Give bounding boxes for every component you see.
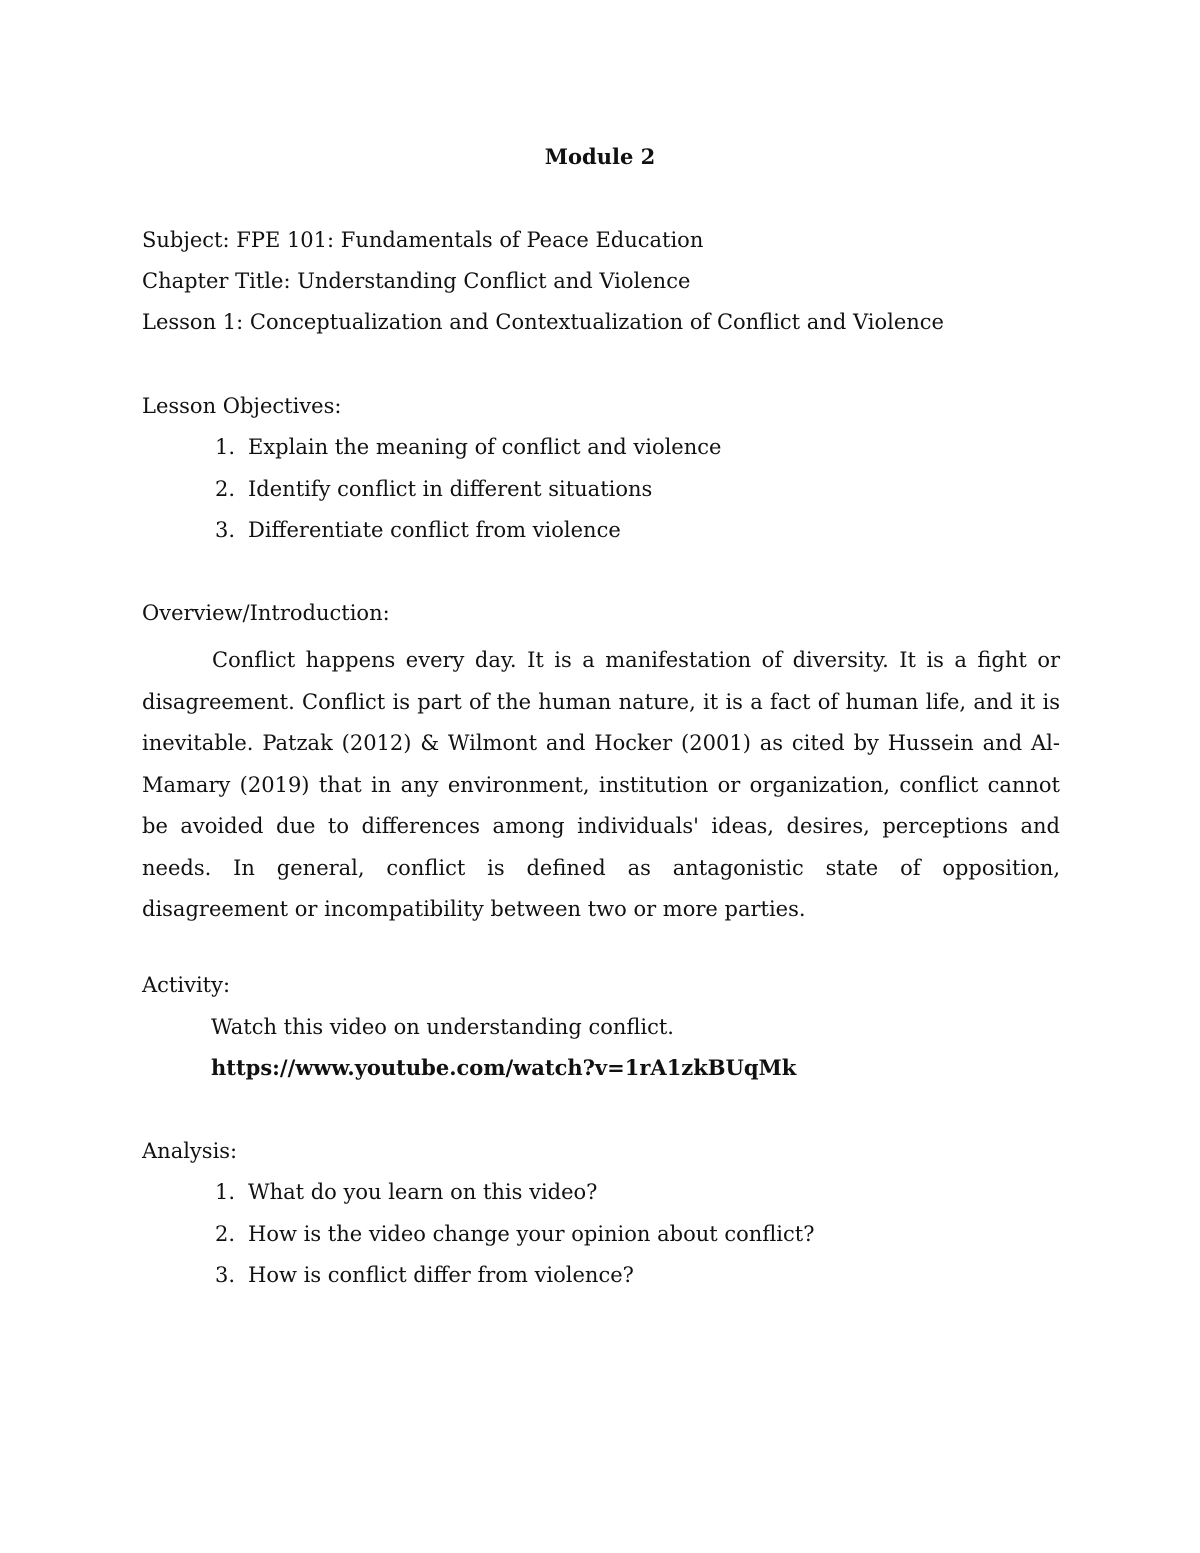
objective-item: Identify conflict in different situations <box>248 477 653 501</box>
analysis-question: What do you learn on this video? <box>248 1180 598 1204</box>
analysis-number: 2. <box>214 1222 235 1246</box>
activity-instruction: Watch this video on understanding conflict. <box>211 1015 674 1039</box>
objective-item: Differentiate conflict from violence <box>248 518 621 542</box>
activity-heading: Activity: <box>142 973 231 997</box>
objectives-heading: Lesson Objectives: <box>142 394 342 418</box>
subject-line: Subject: FPE 101: Fundamentals of Peace Education <box>142 228 704 252</box>
chapter-title-line: Chapter Title: Understanding Conflict and Violence <box>142 269 691 293</box>
module-title: Module 2 <box>544 144 656 169</box>
analysis-heading: Analysis: <box>142 1139 238 1163</box>
lesson-line: Lesson 1: Conceptualization and Contextualization of Conflict and Violence <box>142 310 944 334</box>
objective-number: 1. <box>214 435 235 459</box>
objective-number: 2. <box>214 477 235 501</box>
overview-heading: Overview/Introduction: <box>142 601 390 625</box>
objective-item: Explain the meaning of conflict and violence <box>248 435 722 459</box>
objective-number: 3. <box>214 518 235 542</box>
video-link[interactable]: https://www.youtube.com/watch?v=1rA1zkBUqMk <box>211 1055 797 1080</box>
analysis-number: 3. <box>214 1263 235 1287</box>
analysis-number: 1. <box>214 1180 235 1204</box>
overview-paragraph: Conflict happens every day. It is a manifestation of diversity. It is a fight or disagreement. Conflict is part of the human nature, it is a fact of human life, and it is inevitable. Patzak (2012) & Wilmont and Hocker (2001) as cited by Hussein and Al-Mamary (2019) that in any environment, institution or organization, conflict cannot be avoided due to differences among individuals' ideas, desires, perceptions and needs. In general, conflict is defined as antagonistic state of opposition, disagreement or incompatibility between two or more parties. <box>142 648 1060 921</box>
analysis-question: How is conflict differ from violence? <box>248 1263 634 1287</box>
analysis-question: How is the video change your opinion about conflict? <box>248 1222 815 1246</box>
